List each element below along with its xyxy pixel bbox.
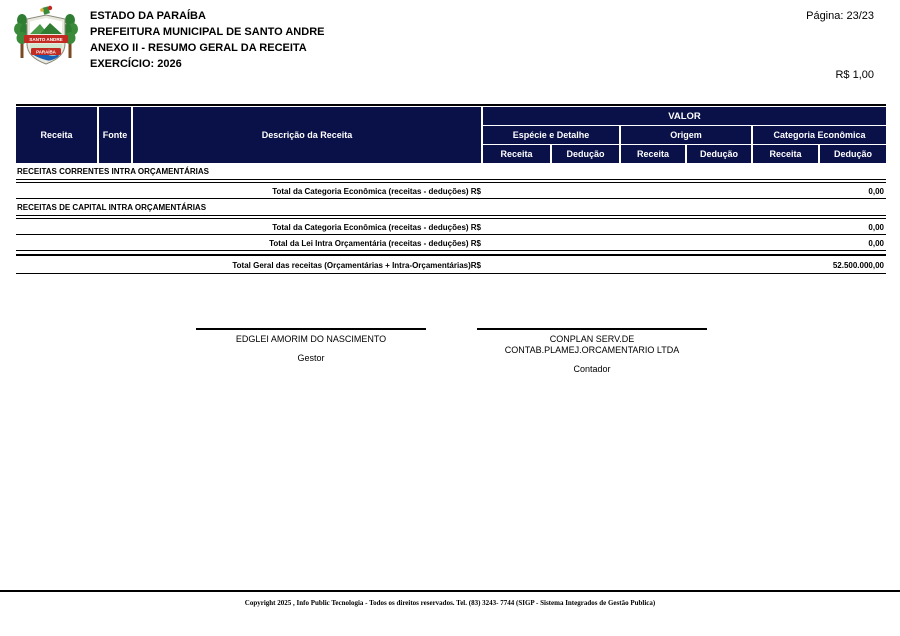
value-group-header: Categoria Econômica bbox=[753, 126, 886, 144]
signature-block bbox=[477, 328, 707, 374]
fiscal-year: EXERCÍCIO: 2026 bbox=[90, 58, 182, 70]
total-label: Total da Categoria Econômica (receitas - deduções) R$ bbox=[272, 187, 481, 196]
signature-line bbox=[196, 328, 426, 330]
page-footer bbox=[0, 590, 900, 610]
total-label: Total da Categoria Econômica (receitas - deduções) R$ bbox=[272, 223, 481, 232]
banner-bottom-text: PARAÍBA bbox=[36, 49, 56, 55]
banner-top-text: SANTO ANDRE bbox=[29, 37, 63, 42]
signatory-name bbox=[196, 334, 426, 345]
receita-subheader: Receita bbox=[753, 145, 818, 163]
value-group-header: Espécie e Detalhe bbox=[483, 126, 619, 144]
total-label: Total Geral das receitas (Orçamentárias + Intra-Orçamentárias)R$ bbox=[232, 261, 481, 270]
section-row: RECEITAS DE CAPITAL INTRA ORÇAMENTÁRIAS bbox=[16, 199, 886, 219]
receita-subheader: Receita bbox=[483, 145, 550, 163]
copyright-text: Copyright 2025 , Info Public Tecnologia - Todos os direitos reservados. Tel. (83) 3243- 7744 (SIGP - Sistema Integrados de Gestão Publica) bbox=[244, 599, 656, 607]
total-value: 0,00 bbox=[868, 239, 884, 248]
deducao-subheader: Dedução bbox=[552, 145, 619, 163]
revenue-summary-table bbox=[16, 104, 886, 274]
column-header-receita: Receita bbox=[16, 107, 97, 163]
valor-column-group bbox=[483, 107, 886, 163]
signatory-name-line: CONTAB.PLAMEJ.ORCAMENTARIO LTDA bbox=[504, 345, 680, 355]
signatory-name-line: EDGLEI AMORIM DO NASCIMENTO bbox=[235, 334, 387, 344]
column-header-fonte: Fonte bbox=[99, 107, 131, 163]
column-header-valor: VALOR bbox=[483, 107, 886, 125]
municipality-title: PREFEITURA MUNICIPAL DE SANTO ANDRE bbox=[90, 26, 325, 38]
total-row bbox=[16, 254, 886, 274]
table-body bbox=[16, 163, 886, 274]
value-group-header: Origem bbox=[621, 126, 751, 144]
total-value: 52.500.000,00 bbox=[832, 261, 884, 270]
signatory-role: Contador bbox=[573, 364, 611, 374]
signatory-name-line: CONPLAN SERV.DE bbox=[549, 334, 635, 344]
total-row bbox=[16, 219, 886, 235]
page-number: Página: 23/23 bbox=[806, 10, 874, 22]
signature-block bbox=[196, 328, 426, 363]
currency-unit: R$ 1,00 bbox=[835, 69, 874, 81]
receita-subheader: Receita bbox=[621, 145, 685, 163]
signatory-name bbox=[477, 334, 707, 356]
state-title: ESTADO DA PARAÍBA bbox=[90, 10, 206, 22]
report-header bbox=[90, 8, 324, 72]
section-row: RECEITAS CORRENTES INTRA ORÇAMENTÁRIAS bbox=[16, 163, 886, 183]
municipal-coat-of-arms bbox=[14, 4, 78, 72]
deducao-subheader: Dedução bbox=[687, 145, 751, 163]
value-sub-row bbox=[483, 145, 886, 163]
crest-icon bbox=[40, 6, 52, 15]
value-group-row bbox=[483, 126, 886, 144]
total-value: 0,00 bbox=[868, 223, 884, 232]
signature-line bbox=[477, 328, 707, 330]
total-row bbox=[16, 235, 886, 251]
table-header bbox=[16, 107, 886, 163]
deducao-subheader: Dedução bbox=[820, 145, 886, 163]
signatory-role: Gestor bbox=[297, 353, 325, 363]
total-row bbox=[16, 183, 886, 199]
total-value: 0,00 bbox=[868, 187, 884, 196]
column-header-descricao: Descrição da Receita bbox=[133, 107, 481, 163]
total-label: Total da Lei Intra Orçamentária (receitas - deduções) R$ bbox=[269, 239, 481, 248]
report-title: ANEXO II - RESUMO GERAL DA RECEITA bbox=[90, 42, 307, 54]
